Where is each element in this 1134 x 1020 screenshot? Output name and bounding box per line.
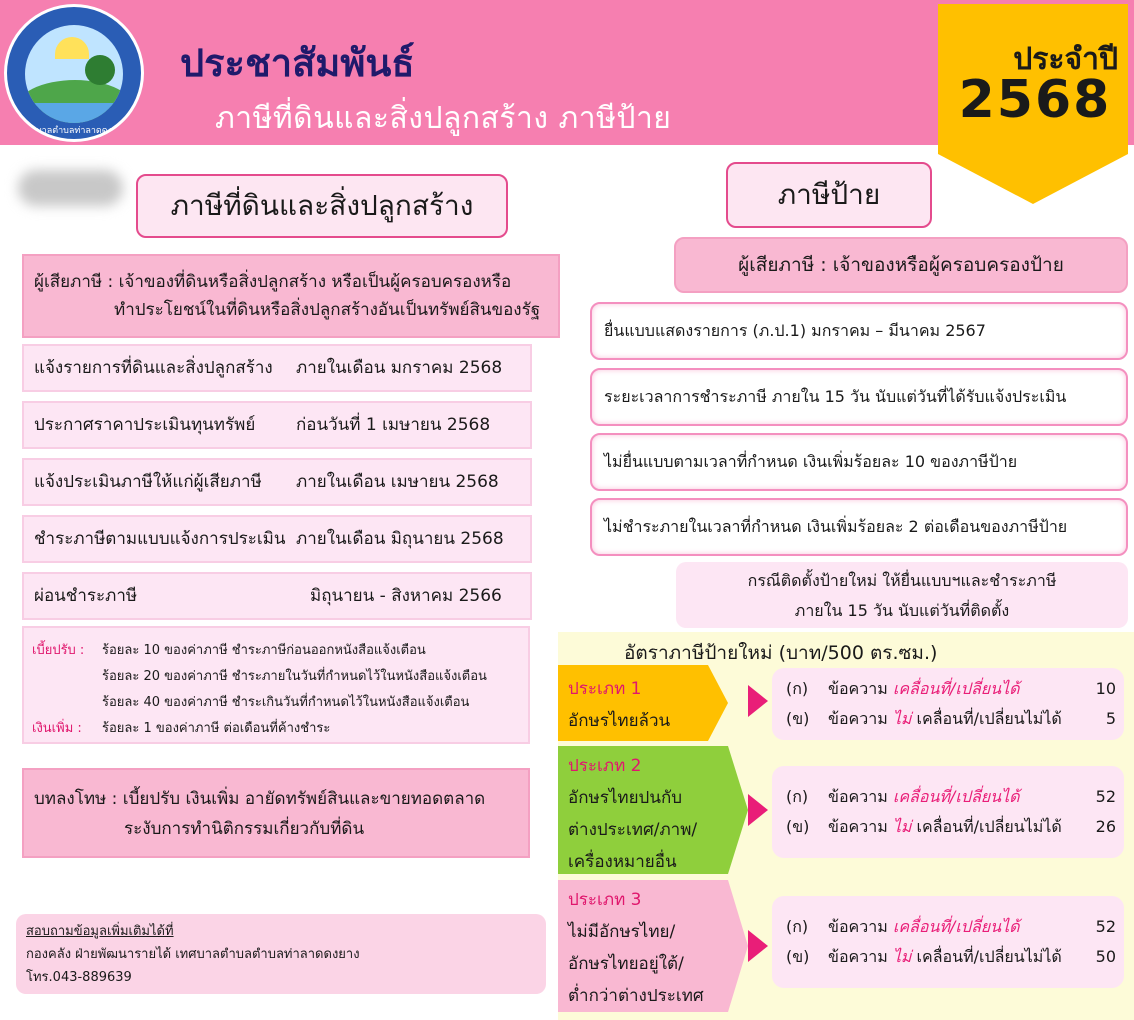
schedule-row	[22, 401, 532, 449]
rate-line	[780, 902, 1116, 942]
rate-highlight: เคลื่อนที่/เปลี่ยนได้	[892, 917, 1020, 936]
new-sign-note	[676, 562, 1128, 628]
schedule-date: ภายในเดือน มกราคม 2568	[296, 358, 503, 378]
new-sign-line1: กรณีติดตั้งป้ายใหม่ ให้ยื่นแบบฯและชำระภาษี	[747, 571, 1057, 590]
tree-icon	[85, 55, 115, 85]
rate-box	[772, 766, 1124, 858]
land-tax-payer	[22, 254, 560, 338]
schedule-date: มิถุนายน - สิงหาคม 2566	[310, 586, 502, 606]
rate-line	[780, 812, 1116, 852]
rate-prefix: ข้อความ	[828, 947, 893, 966]
land-tax-payer-line1: ผู้เสียภาษี : เจ้าของที่ดินหรือสิ่งปลูกสร้าง หรือเป็นผู้ครอบครองหรือ	[34, 272, 512, 292]
type-desc: ไม่มีอักษรไทย/	[568, 922, 676, 942]
rate-key: (ข)	[786, 947, 810, 966]
type-desc: อักษรไทยปนกับ	[568, 788, 683, 808]
sign-tax-item: ไม่ยื่นแบบตามเวลาที่กำหนด เงินเพิ่มร้อยละ 10 ของภาษีป้าย	[590, 433, 1128, 491]
contact-box	[16, 914, 546, 994]
rate-box	[772, 896, 1124, 988]
type-desc: อักษรไทยอยู่ใต้/	[568, 954, 684, 974]
year-badge	[938, 4, 1128, 204]
fine-label: เบี้ยปรับ :	[32, 643, 85, 658]
sign-tax-title: ภาษีป้าย	[726, 162, 932, 228]
rate-highlight: ไม่	[892, 709, 912, 728]
new-sign-line2: ภายใน 15 วัน นับแต่วันที่ติดตั้ง	[794, 601, 1010, 620]
type-desc: เครื่องหมายอื่น	[568, 852, 677, 872]
fine-text: ร้อยละ 20 ของค่าภาษี ชำระภายในวันที่กำหนดไว้ในหนังสือแจ้งเตือน	[102, 669, 487, 684]
sign-tax-item: ยื่นแบบแสดงรายการ (ภ.ป.1) มกราคม – มีนาคม 2567	[590, 302, 1128, 360]
type-desc: ต่างประเทศ/ภาพ/	[568, 820, 698, 840]
rate-prefix: ข้อความ	[828, 679, 893, 698]
fine-text: ร้อยละ 10 ของค่าภาษี ชำระภาษีก่อนออกหนังสือแจ้งเตือน	[102, 643, 426, 658]
rate-highlight: ไม่	[892, 817, 912, 836]
type-desc: ต่ำกว่าต่างประเทศ	[568, 986, 704, 1006]
logo-text: เทศบาลตำบลท่าลาดดงยาง	[21, 126, 127, 136]
schedule-label: ผ่อนชำระภาษี	[34, 586, 138, 606]
schedule-row	[22, 458, 532, 506]
rate-value: 5	[1105, 709, 1116, 728]
arrow-right-icon	[748, 930, 768, 962]
rate-suffix: เคลื่อนที่/เปลี่ยนไม่ได้	[911, 947, 1062, 966]
type-name: ประเภท 3	[568, 890, 642, 910]
fine-row	[32, 638, 520, 664]
schedule-row	[22, 572, 532, 620]
page-subtitle: ภาษีที่ดินและสิ่งปลูกสร้าง ภาษีป้าย	[215, 101, 672, 136]
rate-value: 10	[1095, 679, 1116, 698]
rate-value: 52	[1095, 917, 1116, 936]
sign-tax-item: ระยะเวลาการชำระภาษี ภายใน 15 วัน นับแต่วันที่ได้รับแจ้งประเมิน	[590, 368, 1128, 426]
sun-icon	[55, 37, 89, 59]
rate-line	[780, 772, 1116, 812]
rate-highlight: ไม่	[892, 947, 912, 966]
schedule-date: ก่อนวันที่ 1 เมษายน 2568	[296, 415, 491, 435]
land-tax-payer-line2: ทำประโยชน์ในที่ดินหรือสิ่งปลูกสร้างอันเป็นทรัพย์สินของรัฐ	[114, 300, 541, 320]
surcharge-text: ร้อยละ 1 ของค่าภาษี ต่อเดือนที่ค้างชำระ	[102, 721, 331, 736]
schedule-label: ชำระภาษีตามแบบแจ้งการประเมิน	[34, 529, 286, 549]
sign-tax-payer: ผู้เสียภาษี : เจ้าของหรือผู้ครอบครองป้าย	[674, 237, 1128, 293]
rate-prefix: ข้อความ	[828, 917, 893, 936]
rate-key: (ก)	[786, 787, 809, 806]
sign-type-1	[558, 665, 750, 741]
rate-prefix: ข้อความ	[828, 817, 893, 836]
type-desc: อักษรไทยล้วน	[568, 711, 671, 731]
type-name: ประเภท 1	[568, 679, 642, 699]
fine-row	[32, 664, 520, 690]
rate-line	[780, 674, 1116, 704]
schedule-label: แจ้งรายการที่ดินและสิ่งปลูกสร้าง	[34, 358, 273, 378]
rate-key: (ข)	[786, 709, 810, 728]
year-label: ประจำปี	[1013, 42, 1118, 77]
fine-row	[32, 690, 520, 716]
rate-value: 50	[1095, 947, 1116, 966]
surcharge-row	[32, 716, 520, 742]
penalty-line1: บทลงโทษ : เบี้ยปรับ เงินเพิ่ม อายัดทรัพย์สินและขายทอดตลาด	[34, 789, 486, 809]
arrow-right-icon	[748, 685, 768, 717]
fine-text: ร้อยละ 40 ของค่าภาษี ชำระเกินวันที่กำหนดไว้ในหนังสือแจ้งเตือน	[102, 695, 470, 710]
logo-emblem	[25, 25, 123, 123]
schedule-row	[22, 515, 532, 563]
penalty-line2: ระงับการทำนิติกรรมเกี่ยวกับที่ดิน	[124, 819, 365, 839]
blurred-element	[18, 170, 123, 206]
rate-key: (ก)	[786, 917, 809, 936]
land-tax-title: ภาษีที่ดินและสิ่งปลูกสร้าง	[136, 174, 508, 238]
rate-prefix: ข้อความ	[828, 709, 893, 728]
rate-value: 26	[1095, 817, 1116, 836]
contact-heading: สอบถามข้อมูลเพิ่มเติมได้ที่	[26, 924, 174, 939]
rate-key: (ก)	[786, 679, 809, 698]
rate-highlight: เคลื่อนที่/เปลี่ยนได้	[892, 679, 1020, 698]
municipality-logo-icon	[4, 4, 144, 142]
fines-box	[22, 626, 530, 744]
rate-prefix: ข้อความ	[828, 787, 893, 806]
rate-line	[780, 942, 1116, 982]
rate-suffix: เคลื่อนที่/เปลี่ยนไม่ได้	[911, 817, 1062, 836]
page-title: ประชาสัมพันธ์	[180, 41, 415, 85]
surcharge-label: เงินเพิ่ม :	[32, 721, 82, 736]
rate-box	[772, 668, 1124, 740]
arrow-right-icon	[748, 794, 768, 826]
contact-office: กองคลัง ฝ่ายพัฒนารายได้ เทศบาลตำบลตำบลท่าลาดดงยาง	[26, 947, 360, 962]
water-icon	[25, 103, 123, 123]
sign-tax-item: ไม่ชำระภายในเวลาที่กำหนด เงินเพิ่มร้อยละ 2 ต่อเดือนของภาษีป้าย	[590, 498, 1128, 556]
rates-title: อัตราภาษีป้ายใหม่ (บาท/500 ตร.ซม.)	[624, 642, 938, 664]
contact-phone: โทร.043-889639	[26, 970, 132, 985]
rate-suffix: เคลื่อนที่/เปลี่ยนไม่ได้	[911, 709, 1062, 728]
rate-key: (ข)	[786, 817, 810, 836]
schedule-date: ภายในเดือน มิถุนายน 2568	[296, 529, 504, 549]
rate-highlight: เคลื่อนที่/เปลี่ยนได้	[892, 787, 1020, 806]
schedule-label: ประกาศราคาประเมินทุนทรัพย์	[34, 415, 256, 435]
penalty-box	[22, 768, 530, 858]
schedule-date: ภายในเดือน เมษายน 2568	[296, 472, 499, 492]
rate-line	[780, 704, 1116, 734]
type-name: ประเภท 2	[568, 756, 642, 776]
sign-type-3	[558, 880, 750, 1012]
schedule-row	[22, 344, 532, 392]
year-number: 2568	[958, 70, 1112, 130]
schedule-label: แจ้งประเมินภาษีให้แก่ผู้เสียภาษี	[34, 472, 262, 492]
sign-type-2	[558, 746, 750, 874]
rate-value: 52	[1095, 787, 1116, 806]
